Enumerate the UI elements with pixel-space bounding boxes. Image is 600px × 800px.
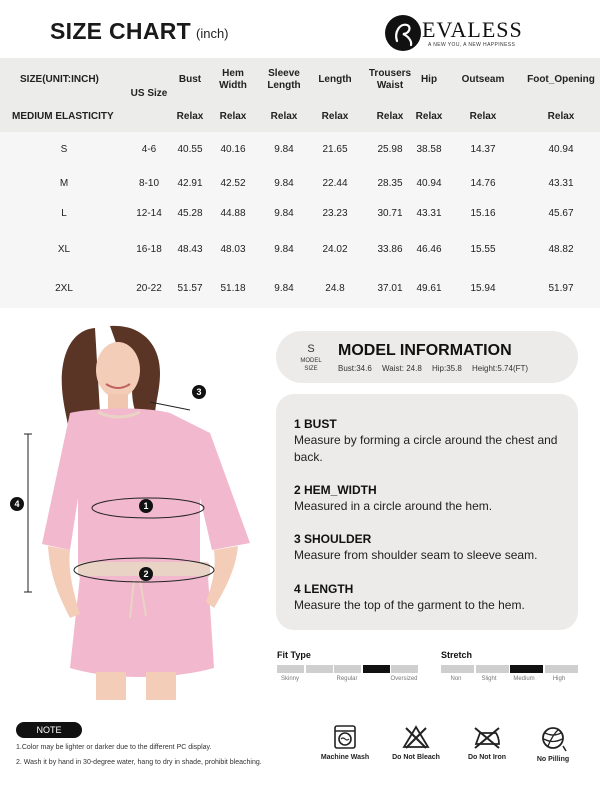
model-size-value: S bbox=[307, 343, 315, 355]
size-cell: 2XL bbox=[55, 283, 73, 294]
fit-segment bbox=[334, 665, 361, 673]
column-fit: Relax bbox=[219, 111, 247, 122]
column-fit: Relax bbox=[547, 111, 575, 122]
brand-name: EVALESS bbox=[422, 17, 523, 42]
svg-text:1: 1 bbox=[143, 501, 149, 511]
note-badge: NOTE bbox=[16, 722, 82, 738]
column-header: Trousers Waist bbox=[368, 68, 412, 91]
us-size-cell: 12-14 bbox=[136, 208, 162, 219]
measure-cell: 37.01 bbox=[377, 283, 403, 294]
measure-cell: 15.16 bbox=[470, 208, 496, 219]
measure-shoulder-title: 3 SHOULDER bbox=[294, 532, 372, 546]
care-no-pilling bbox=[523, 724, 583, 763]
column-fit: Relax bbox=[469, 111, 497, 122]
marker-length bbox=[10, 497, 24, 511]
stretch-label-slight: Slight bbox=[481, 676, 497, 682]
model-hip: Hip:35.8 bbox=[432, 364, 462, 373]
measure-cell: 40.16 bbox=[220, 144, 246, 155]
measure-cell: 48.03 bbox=[220, 244, 246, 255]
size-cell: M bbox=[59, 178, 69, 189]
measure-bust-title: 1 BUST bbox=[294, 417, 337, 431]
measure-cell: 38.58 bbox=[416, 144, 442, 155]
column-fit: Relax bbox=[415, 111, 443, 122]
measure-cell: 14.76 bbox=[470, 178, 496, 189]
fit-segment bbox=[391, 665, 418, 673]
column-header: Hip bbox=[420, 74, 438, 85]
measure-hem-text: Measured in a circle around the hem. bbox=[294, 499, 493, 513]
model-shirt bbox=[42, 408, 250, 570]
column-header: Bust bbox=[178, 74, 202, 85]
size-cell: XL bbox=[57, 244, 71, 255]
measure-cell: 15.55 bbox=[470, 244, 496, 255]
measure-cell: 22.44 bbox=[322, 178, 348, 189]
header bbox=[0, 0, 600, 58]
measure-cell: 49.61 bbox=[416, 283, 442, 294]
model-height: Height:5.74(FT) bbox=[472, 364, 529, 373]
brand-logo-icon bbox=[384, 14, 422, 52]
header-size-unit: SIZE(UNIT:INCH) bbox=[20, 74, 99, 85]
measure-cell: 45.67 bbox=[548, 208, 574, 219]
stretch-title: Stretch bbox=[441, 650, 473, 660]
measure-cell: 28.35 bbox=[377, 178, 403, 189]
measure-cell: 51.97 bbox=[548, 283, 574, 294]
care-label-no-bleach: Do Not Bleach bbox=[392, 754, 440, 761]
fit-segment bbox=[306, 665, 333, 673]
column-header: Foot_Opening bbox=[527, 74, 595, 85]
measure-cell: 43.31 bbox=[416, 208, 442, 219]
stretch-segment bbox=[545, 665, 578, 673]
svg-text:3: 3 bbox=[196, 387, 202, 397]
measure-cell: 42.52 bbox=[220, 178, 246, 189]
column-header: Hem Width bbox=[219, 68, 247, 91]
page-title: SIZE CHART bbox=[50, 18, 191, 44]
svg-text:4: 4 bbox=[14, 499, 20, 509]
stretch-label-medium: Medium bbox=[513, 676, 535, 682]
measure-cell: 30.71 bbox=[377, 208, 403, 219]
no-iron-icon bbox=[472, 724, 502, 750]
measure-cell: 15.94 bbox=[470, 283, 496, 294]
model-waist: Waist: 24.8 bbox=[382, 364, 422, 373]
brand bbox=[384, 14, 524, 54]
fit-label-regular: Regular bbox=[336, 676, 358, 682]
measure-cell: 40.94 bbox=[548, 144, 574, 155]
measure-cell: 40.55 bbox=[177, 144, 203, 155]
measure-bust-text: Measure by forming a circle around the chest and back. bbox=[294, 433, 558, 464]
us-size-cell: 8-10 bbox=[138, 178, 159, 189]
marker-hem bbox=[139, 567, 153, 581]
measure-cell: 24.8 bbox=[325, 283, 345, 294]
measure-shoulder-text: Measure from shoulder seam to sleeve seam. bbox=[294, 548, 538, 562]
size-cell: S bbox=[60, 144, 68, 155]
marker-shoulder bbox=[192, 385, 206, 399]
care-label-machine-wash: Machine Wash bbox=[320, 754, 370, 761]
title-unit: (inch) bbox=[196, 26, 229, 41]
model-info-title: MODEL INFORMATION bbox=[338, 342, 512, 359]
measure-cell: 46.46 bbox=[416, 244, 442, 255]
measure-cell: 44.88 bbox=[220, 208, 246, 219]
measure-cell: 25.98 bbox=[377, 144, 403, 155]
measure-cell: 48.82 bbox=[548, 244, 574, 255]
stretch-label-non: Non bbox=[450, 676, 462, 682]
fit-segment bbox=[277, 665, 304, 673]
size-table bbox=[0, 58, 600, 308]
measure-cell: 14.37 bbox=[470, 144, 496, 155]
measure-cell: 9.84 bbox=[274, 178, 294, 189]
column-fit: Relax bbox=[321, 111, 349, 122]
us-size-cell: 16-18 bbox=[136, 244, 162, 255]
measure-cell: 9.84 bbox=[274, 244, 294, 255]
fit-type-title: Fit Type bbox=[277, 650, 311, 660]
fit-label-skinny: Skinny bbox=[280, 676, 299, 682]
brand-tagline: A NEW YOU, A NEW HAPPINESS bbox=[428, 42, 516, 48]
size-cell: L bbox=[61, 208, 67, 219]
model-figure bbox=[0, 318, 270, 700]
model-face bbox=[96, 342, 140, 398]
stretch-label-high: High bbox=[552, 676, 566, 682]
measure-length-title: 4 LENGTH bbox=[294, 582, 354, 596]
column-header: Sleeve Length bbox=[267, 68, 301, 91]
measure-hem-title: 2 HEM_WIDTH bbox=[294, 483, 377, 497]
fit-segment bbox=[363, 665, 390, 673]
care-no-bleach bbox=[386, 724, 446, 761]
measure-cell: 40.94 bbox=[416, 178, 442, 189]
measure-cell: 51.57 bbox=[177, 283, 203, 294]
measure-cell: 9.84 bbox=[274, 283, 294, 294]
shoulder-measure-line bbox=[150, 402, 190, 410]
us-size-cell: 20-22 bbox=[136, 283, 162, 294]
no-bleach-icon bbox=[402, 724, 430, 750]
care-label-no-pilling: No Pilling bbox=[536, 756, 570, 763]
column-fit: Relax bbox=[176, 111, 204, 122]
column-header: Outseam bbox=[461, 74, 505, 85]
note-line-2: 2. Wash it by hand in 30-degree water, hang to dry in shade, prohibit bleaching. bbox=[16, 759, 262, 766]
marker-bust bbox=[139, 499, 153, 513]
model-stats bbox=[338, 364, 536, 373]
measure-length-text: Measure the top of the garment to the hem. bbox=[294, 598, 525, 612]
machine-wash-icon bbox=[332, 724, 358, 750]
fit-label-oversized: Oversized bbox=[390, 676, 418, 682]
care-machine-wash bbox=[315, 724, 375, 761]
measure-cell: 23.23 bbox=[322, 208, 348, 219]
measure-cell: 43.31 bbox=[548, 178, 574, 189]
measure-cell: 24.02 bbox=[322, 244, 348, 255]
stretch-segment bbox=[510, 665, 543, 673]
measure-cell: 48.43 bbox=[177, 244, 203, 255]
measure-cell: 33.86 bbox=[377, 244, 403, 255]
measure-cell: 9.84 bbox=[274, 208, 294, 219]
note-line-1: 1.Color may be lighter or darker due to the different PC display. bbox=[16, 744, 212, 751]
measure-cell: 51.18 bbox=[220, 283, 246, 294]
column-fit: Relax bbox=[270, 111, 298, 122]
yarn-icon bbox=[539, 724, 567, 752]
model-size-label: MODEL SIZE bbox=[300, 358, 322, 372]
stretch-segment bbox=[476, 665, 509, 673]
stretch-segment bbox=[441, 665, 474, 673]
svg-text:2: 2 bbox=[143, 569, 149, 579]
measure-cell: 21.65 bbox=[322, 144, 348, 155]
column-header: Length bbox=[318, 74, 352, 85]
model-bust: Bust:34.6 bbox=[338, 364, 372, 373]
column-fit: Relax bbox=[376, 111, 404, 122]
measure-cell: 45.28 bbox=[177, 208, 203, 219]
measure-cell: 9.84 bbox=[274, 144, 294, 155]
header-elasticity: MEDIUM ELASTICITY bbox=[12, 111, 114, 122]
header-us-size: US Size bbox=[130, 88, 168, 99]
care-no-iron bbox=[457, 724, 517, 761]
measure-cell: 42.91 bbox=[177, 178, 203, 189]
care-label-no-iron: Do Not Iron bbox=[467, 754, 507, 761]
us-size-cell: 4-6 bbox=[141, 144, 157, 155]
